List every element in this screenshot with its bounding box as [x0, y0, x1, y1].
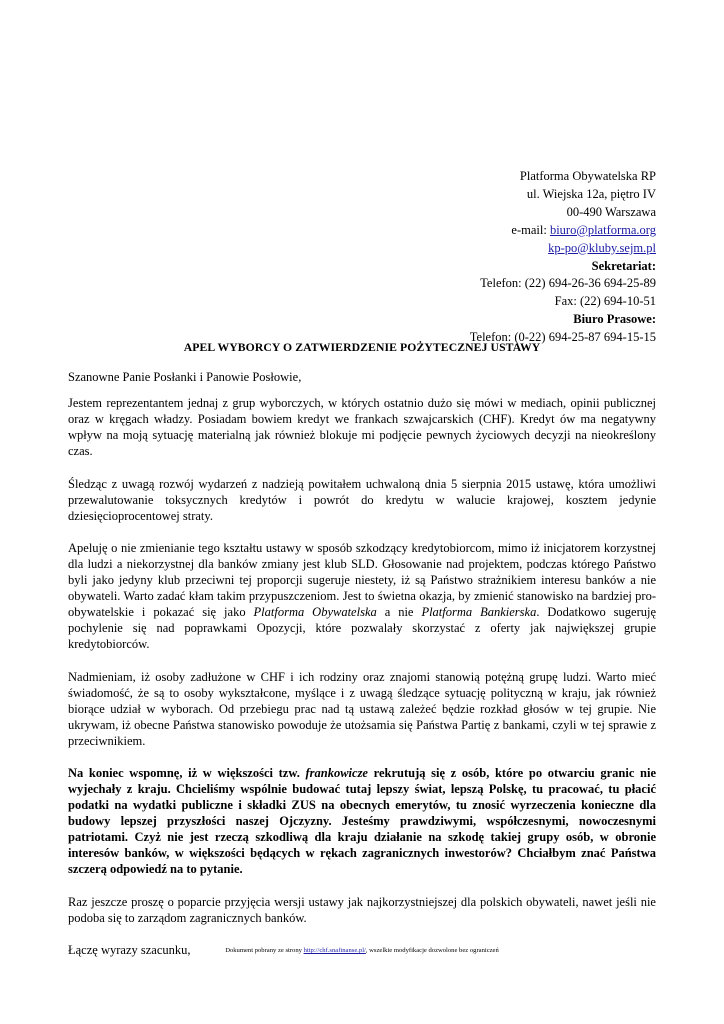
email-label: e-mail: [511, 222, 547, 237]
paragraph-3: Apeluję o nie zmienianie tego kształtu ustawy w sposób szkodzący kredytobiorcom, mimo iż inicjatorem korzystnej dla ludzi a niekorzystnej dla banków zmiany jest klub SLD. Głosowanie nad projektem, podczas którego Państwo byli jako jedyny klub przeciwni tej proporcji sugeruje niestety, iż są Państwo strażnikiem interesu banków a nie obywateli. Warto zadać kłam takim przypuszczeniom. Jest to świetna okazja, by zmienić stanowisko na bardziej pro-obywatelskie i pokazać się jako Platforma Obywatelska a nie Platforma Bankierska. Dodatkowo sugeruję pochylenie się nad poprawkami Opozycji, które pozwalały skorzystać z oferty jak największej grupie kredytobiorców. [68, 541, 657, 651]
footer-link[interactable]: http://chf.snafinanse.pl/ [303, 947, 366, 954]
paragraph-4: Nadmieniam, iż osoby zadłużone w CHF i ich rodziny oraz znajomi stanowią potężną grupę ludzi. Warto mieć świadomość, że są to osoby wykształcone, myślące i z uwagą śledzące sytuację polityczną w kraju, jak również biorące udział w wyborach. Od przebiegu prac nad tą ustawą zależeć będzie rozkład głosów w tej grupie. Nie ukrywam, iż obecne Państwa stanowisko powoduje że utożsamia się Państwa Partię z bankami, czyli w tej sprawie z przeciwnikiem. [68, 669, 656, 748]
paragraph-1: Jestem reprezentantem jednaj z grup wyborczych, w których ostatnio dużo się mówi w mediach, opinii publicznej oraz w kręgach władzy. Posiadam bowiem kredyt we frankach szwajcarskich (CHF). Kredyt ów ma negatywny wpływ na moją sytuację materialną jak również blokuje mi podjęcie pewnych życiowych decyzji na nieokreślony czas. [68, 396, 656, 458]
sender-org: Platforma Obywatelska RP [519, 169, 656, 183]
footer-note: Dokument pobrany ze strony http://chf.snafinanse.pl/, wszelkie modyfikacje dozwolone bez ograniczeń [225, 947, 499, 954]
press-phone: Telefon: (0-22) 694-25-87 694-15-15 [469, 330, 656, 345]
paragraph-2: Śledząc z uwagą rozwój wydarzeń z nadzieją powitałem uchwaloną dnia 5 sierpnia 2015 ustawę, która umożliwi przewalutowanie toksycznych kredytów i powrót do kredytu w walucie krajowej, kosztem jedynie dziesięcioprocentowej straty. [68, 476, 656, 523]
secretariat-phone: Telefon: (22) 694-26-36 694-25-89 [480, 276, 656, 291]
sender-street: ul. Wiejska 12a, piętro IV [526, 186, 656, 201]
paragraph-5: Na koniec wspomnę, iż w większości tzw. frankowicze rekrutują się z osób, które po otwarciu granic nie wyjechały z kraju. Chcieliśmy wspólnie budować tutaj lepszy świat, lepszą Polskę, tu pracować, tu płacić podatki na wydatki publiczne i składki ZUS na obecnych emerytów, tu znosić wyrzeczenia konieczne dla budowy lepszej przyszłości naszej Ojczyzny. Jesteśmy prawdziwymi, współczesnymi, nowoczesnymi patriotami. Czyż nie jest rzeczą szkodliwą dla kraju działanie na szkodę takiej grupy osób, w obronie interesów banków, w większości będących w rękach zagranicznych inwestorów? Chciałbym znać Państwa szczerą odpowiedź na to pytanie. [68, 766, 657, 876]
closing: Łączę wyrazy szacunku, [68, 943, 191, 957]
sender-email2-line [470, 240, 656, 258]
sender-email-line [470, 222, 656, 240]
email-link-biuro[interactable]: biuro@platforma.org [549, 222, 656, 237]
sender-city: 00-490 Warszawa [566, 204, 656, 219]
letter-body [68, 369, 656, 975]
press-label: Biuro Prasowe: [573, 312, 656, 327]
sender-address-block [470, 168, 656, 347]
salutation: Szanowne Panie Posłanki i Panowie Posłowie, [68, 370, 302, 384]
paragraph-6: Raz jeszcze proszę o poparcie przyjęcia wersji ustawy jak najkorzystniejszej dla polskich obywateli, nawet jeśli nie podoba się to zarządom zagranicznych banków. [68, 894, 656, 925]
emphasis-frankowicze: frankowicze [305, 766, 368, 780]
emphasis-platforma-bankierska: Platforma Bankierska [421, 605, 537, 619]
email-link-kp-po[interactable]: kp-po@kluby.sejm.pl [548, 240, 656, 255]
letter-title: APEL WYBORCY O ZATWIERDZENIE POŻYTECZNEJ USTAWY [183, 341, 541, 354]
emphasis-platforma-obywatelska: Platforma Obywatelska [253, 605, 377, 619]
secretariat-fax: Fax: (22) 694-10-51 [554, 294, 656, 309]
secretariat-label: Sekretariat: [591, 258, 656, 273]
